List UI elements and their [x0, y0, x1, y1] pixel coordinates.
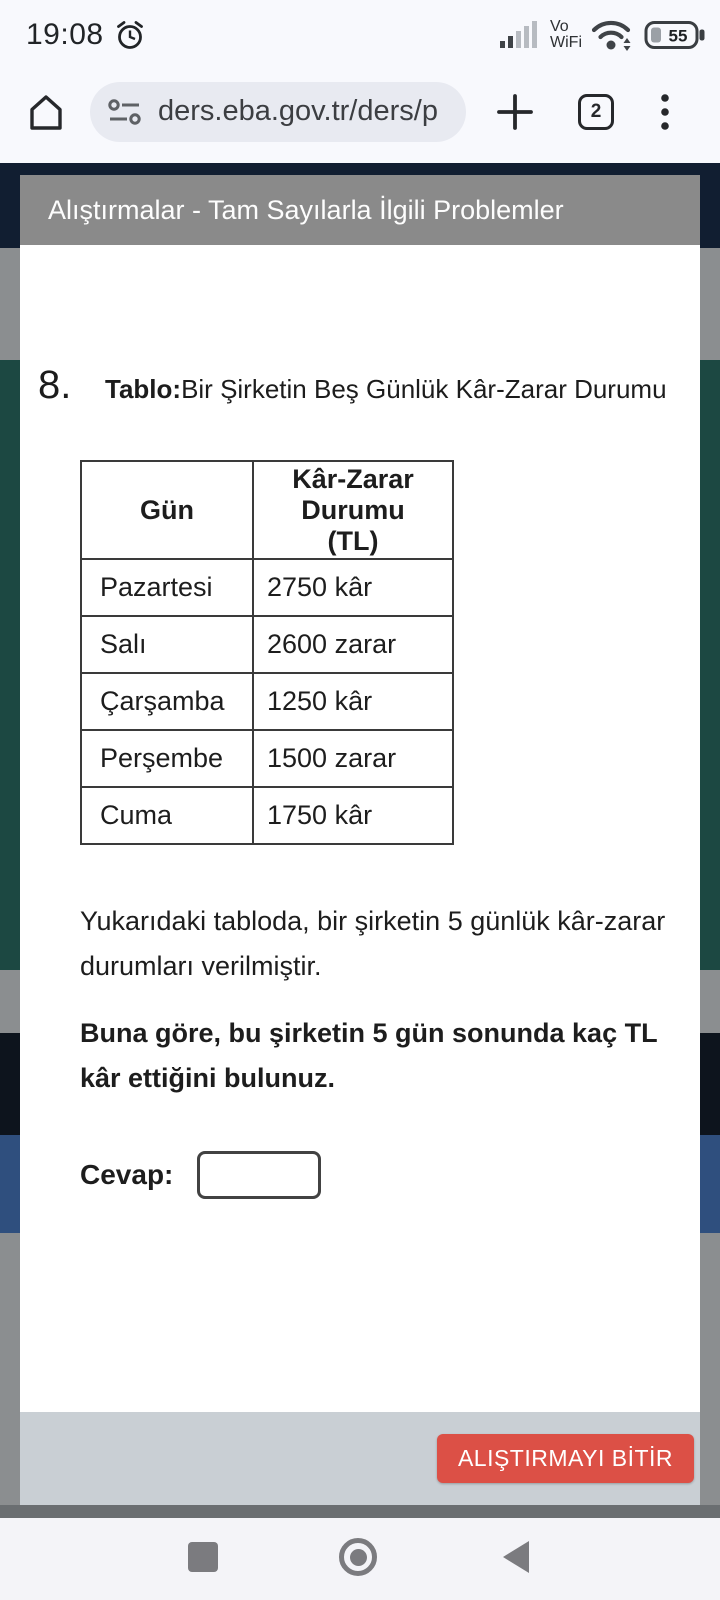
tab-switcher-button[interactable]	[578, 94, 614, 130]
question-heading	[38, 363, 700, 408]
answer-input[interactable]	[197, 1151, 321, 1199]
back-icon[interactable]	[503, 1541, 529, 1573]
table-row	[81, 673, 453, 730]
url-text: ders.eba.gov.tr/ders/p	[158, 95, 438, 127]
question-description: Yukarıdaki tabloda, bir şirketin 5 günlük kâr-zarar durumları verilmiştir.	[80, 906, 666, 981]
vowifi-indicator: Vo WiFi	[550, 18, 582, 51]
wifi-icon	[591, 18, 635, 52]
value-cell: 2600 zarar	[253, 616, 453, 673]
value-cell: 1250 kâr	[253, 673, 453, 730]
recents-icon[interactable]	[188, 1542, 218, 1572]
exercise-title: Alıştırmalar - Tam Sayılarla İlgili Problemler	[48, 194, 564, 225]
tab-count: 2	[590, 100, 602, 122]
table-row	[81, 730, 453, 787]
home-nav-icon[interactable]	[339, 1538, 377, 1576]
table-row	[81, 787, 453, 844]
answer-label: Cevap:	[80, 1159, 174, 1190]
question-label: Tablo:	[105, 374, 182, 404]
value-cell: 2750 kâr	[253, 559, 453, 616]
exercise-title-bar	[20, 175, 700, 245]
url-bar[interactable]	[90, 82, 466, 142]
answer-section	[80, 1151, 700, 1199]
page-bottom-border	[0, 1505, 720, 1518]
day-cell: Çarşamba	[81, 673, 253, 730]
home-nav-dot	[350, 1549, 367, 1566]
clock-time: 19:08	[26, 18, 104, 51]
battery-icon	[644, 19, 706, 51]
finish-button-label: ALIŞTIRMAYI BİTİR	[457, 1445, 674, 1471]
table-row	[81, 559, 453, 616]
day-cell: Pazartesi	[81, 559, 253, 616]
status-bar	[0, 0, 720, 66]
new-tab-icon[interactable]	[496, 93, 534, 131]
question-instruction: Buna göre, bu şirketin 5 gün sonunda kaç TL kâr ettiğini bulunuz.	[80, 1018, 658, 1093]
question-number: 8.	[38, 363, 72, 407]
value-cell: 1500 zarar	[253, 730, 453, 787]
column-header-day: Gün	[81, 461, 253, 559]
day-cell: Salı	[81, 616, 253, 673]
browser-menu-icon[interactable]	[660, 92, 670, 132]
home-icon[interactable]	[24, 90, 68, 134]
exercise-card	[20, 245, 700, 1412]
browser-toolbar	[0, 66, 720, 163]
table-header-row	[81, 461, 453, 559]
column-header-value: Kâr-Zarar Durumu (TL)	[253, 461, 453, 559]
exercise-footer	[20, 1412, 700, 1505]
finish-exercise-button[interactable]	[437, 1434, 694, 1483]
battery-percent: 55	[668, 26, 688, 46]
value-cell: 1750 kâr	[253, 787, 453, 844]
table-row	[81, 616, 453, 673]
question-title: Bir Şirketin Beş Günlük Kâr-Zarar Durumu	[181, 374, 667, 404]
profit-loss-table	[80, 460, 454, 845]
day-cell: Cuma	[81, 787, 253, 844]
alarm-icon	[114, 19, 146, 51]
site-settings-icon[interactable]	[108, 98, 144, 126]
android-navigation-bar	[0, 1518, 720, 1600]
signal-strength-icon	[499, 20, 541, 50]
day-cell: Perşembe	[81, 730, 253, 787]
webpage-viewport	[0, 163, 720, 1505]
